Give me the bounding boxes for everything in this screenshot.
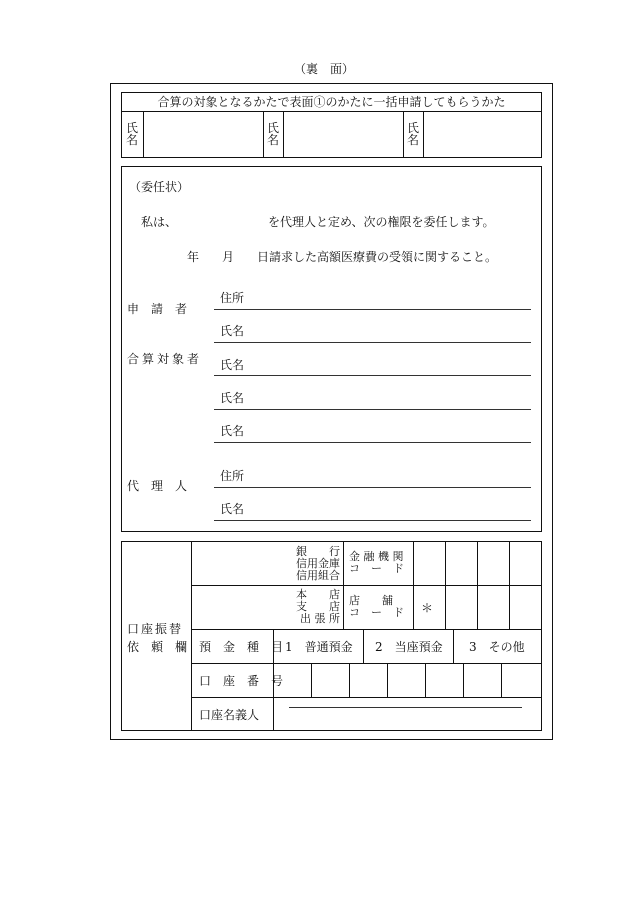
account-digit-7[interactable] bbox=[502, 664, 540, 696]
deposit-type-label: 預 金 種 目 bbox=[199, 640, 284, 654]
account-holder-label: 口座名義人 bbox=[199, 708, 260, 722]
combined-person-2-name-field[interactable] bbox=[285, 113, 401, 155]
fin-code-label-1: 金 融 機 関 bbox=[349, 550, 404, 563]
combined-persons-heading: 合算の対象となるかたで表面①のかたに一括申請してもらうかた bbox=[157, 95, 506, 109]
fin-code-label-2: コ ー ド bbox=[349, 562, 404, 575]
agent-label: 代 理 人 bbox=[127, 479, 188, 493]
combined-target-2-name-label: 氏名 bbox=[220, 391, 245, 405]
combined-person-3-name-field[interactable] bbox=[425, 113, 540, 155]
account-digit-4[interactable] bbox=[388, 664, 424, 696]
branch-code-digit-3[interactable] bbox=[510, 587, 540, 628]
applicant-address-field[interactable] bbox=[250, 287, 530, 307]
bank-section-label-2: 依 頼 欄 bbox=[127, 640, 188, 654]
combined-target-1-name-field[interactable] bbox=[250, 353, 530, 373]
account-digit-6[interactable] bbox=[464, 664, 500, 696]
proxy-year-label: 年 bbox=[187, 250, 200, 264]
branch-code-digit-2[interactable] bbox=[478, 587, 508, 628]
combined-target-3-name-field[interactable] bbox=[250, 420, 530, 440]
combined-person-1-name-label: 氏名 bbox=[125, 121, 138, 147]
request-day-field[interactable] bbox=[236, 245, 256, 265]
combined-person-3-name-label: 氏名 bbox=[406, 121, 419, 147]
page-title: （裏 面） bbox=[294, 62, 355, 76]
delegator-name-field[interactable] bbox=[180, 210, 265, 230]
branch-code-asterisk: ＊ bbox=[421, 601, 434, 615]
fin-code-digit-4[interactable] bbox=[510, 543, 540, 584]
bank-name-field[interactable] bbox=[193, 544, 285, 584]
applicant-name-label: 氏名 bbox=[220, 324, 245, 338]
bank-section-label-1: 口座振替 bbox=[127, 622, 184, 636]
applicant-name-field[interactable] bbox=[250, 320, 530, 340]
account-digit-2[interactable] bbox=[312, 664, 348, 696]
proxy-line1-prefix: 私は、 bbox=[141, 215, 178, 229]
account-number-label: 口 座 番 号 bbox=[199, 674, 284, 688]
branch-code-label-1: 店 舗 bbox=[349, 594, 393, 607]
account-digit-1[interactable] bbox=[274, 664, 310, 696]
proxy-letter-title: （委任状） bbox=[129, 180, 190, 194]
request-month-field[interactable] bbox=[200, 245, 220, 265]
combined-target-2-name-field[interactable] bbox=[250, 387, 530, 407]
deposit-option-ordinary[interactable]: 1 普通預金 bbox=[285, 640, 353, 654]
applicant-address-label: 住所 bbox=[220, 291, 245, 305]
agent-address-field[interactable] bbox=[250, 464, 530, 484]
bank-type-credit-union: 信用組合 bbox=[296, 569, 340, 582]
agent-name-field[interactable] bbox=[250, 497, 530, 517]
combined-person-1-name-field[interactable] bbox=[145, 113, 261, 155]
branch-type-office: 出 張 所 bbox=[300, 612, 340, 625]
branch-code-label-2: コ ー ド bbox=[349, 606, 404, 619]
combined-target-label: 合算対象者 bbox=[127, 352, 203, 366]
branch-name-field[interactable] bbox=[193, 587, 285, 627]
combined-target-1-name-label: 氏名 bbox=[220, 358, 245, 372]
agent-name-label: 氏名 bbox=[220, 502, 245, 516]
combined-person-2-name-label: 氏名 bbox=[266, 121, 279, 147]
branch-type-main: 本 店 bbox=[296, 588, 340, 601]
fin-code-digit-3[interactable] bbox=[478, 543, 508, 584]
combined-target-3-name-label: 氏名 bbox=[220, 424, 245, 438]
account-holder-field[interactable] bbox=[276, 699, 538, 729]
applicant-label: 申 請 者 bbox=[127, 302, 188, 316]
deposit-option-current[interactable]: 2 当座預金 bbox=[375, 640, 443, 654]
proxy-month-label: 月 bbox=[222, 250, 235, 264]
account-digit-5[interactable] bbox=[426, 664, 462, 696]
fin-code-digit-2[interactable] bbox=[446, 543, 476, 584]
account-digit-3[interactable] bbox=[350, 664, 386, 696]
proxy-line2-rest: 日請求した高額医療費の受領に関すること。 bbox=[257, 250, 498, 264]
fin-code-digit-1[interactable] bbox=[414, 543, 444, 584]
branch-type-branch: 支 店 bbox=[296, 600, 340, 613]
bank-type-shinkin: 信用金庫 bbox=[296, 557, 340, 570]
request-year-field[interactable] bbox=[150, 245, 184, 265]
agent-address-label: 住所 bbox=[220, 469, 245, 483]
proxy-line1-suffix: を代理人と定め、次の権限を委任します。 bbox=[268, 215, 495, 229]
deposit-option-other[interactable]: 3 その他 bbox=[469, 640, 525, 654]
branch-code-digit-1[interactable] bbox=[446, 587, 476, 628]
bank-type-bank: 銀 行 bbox=[296, 545, 340, 558]
